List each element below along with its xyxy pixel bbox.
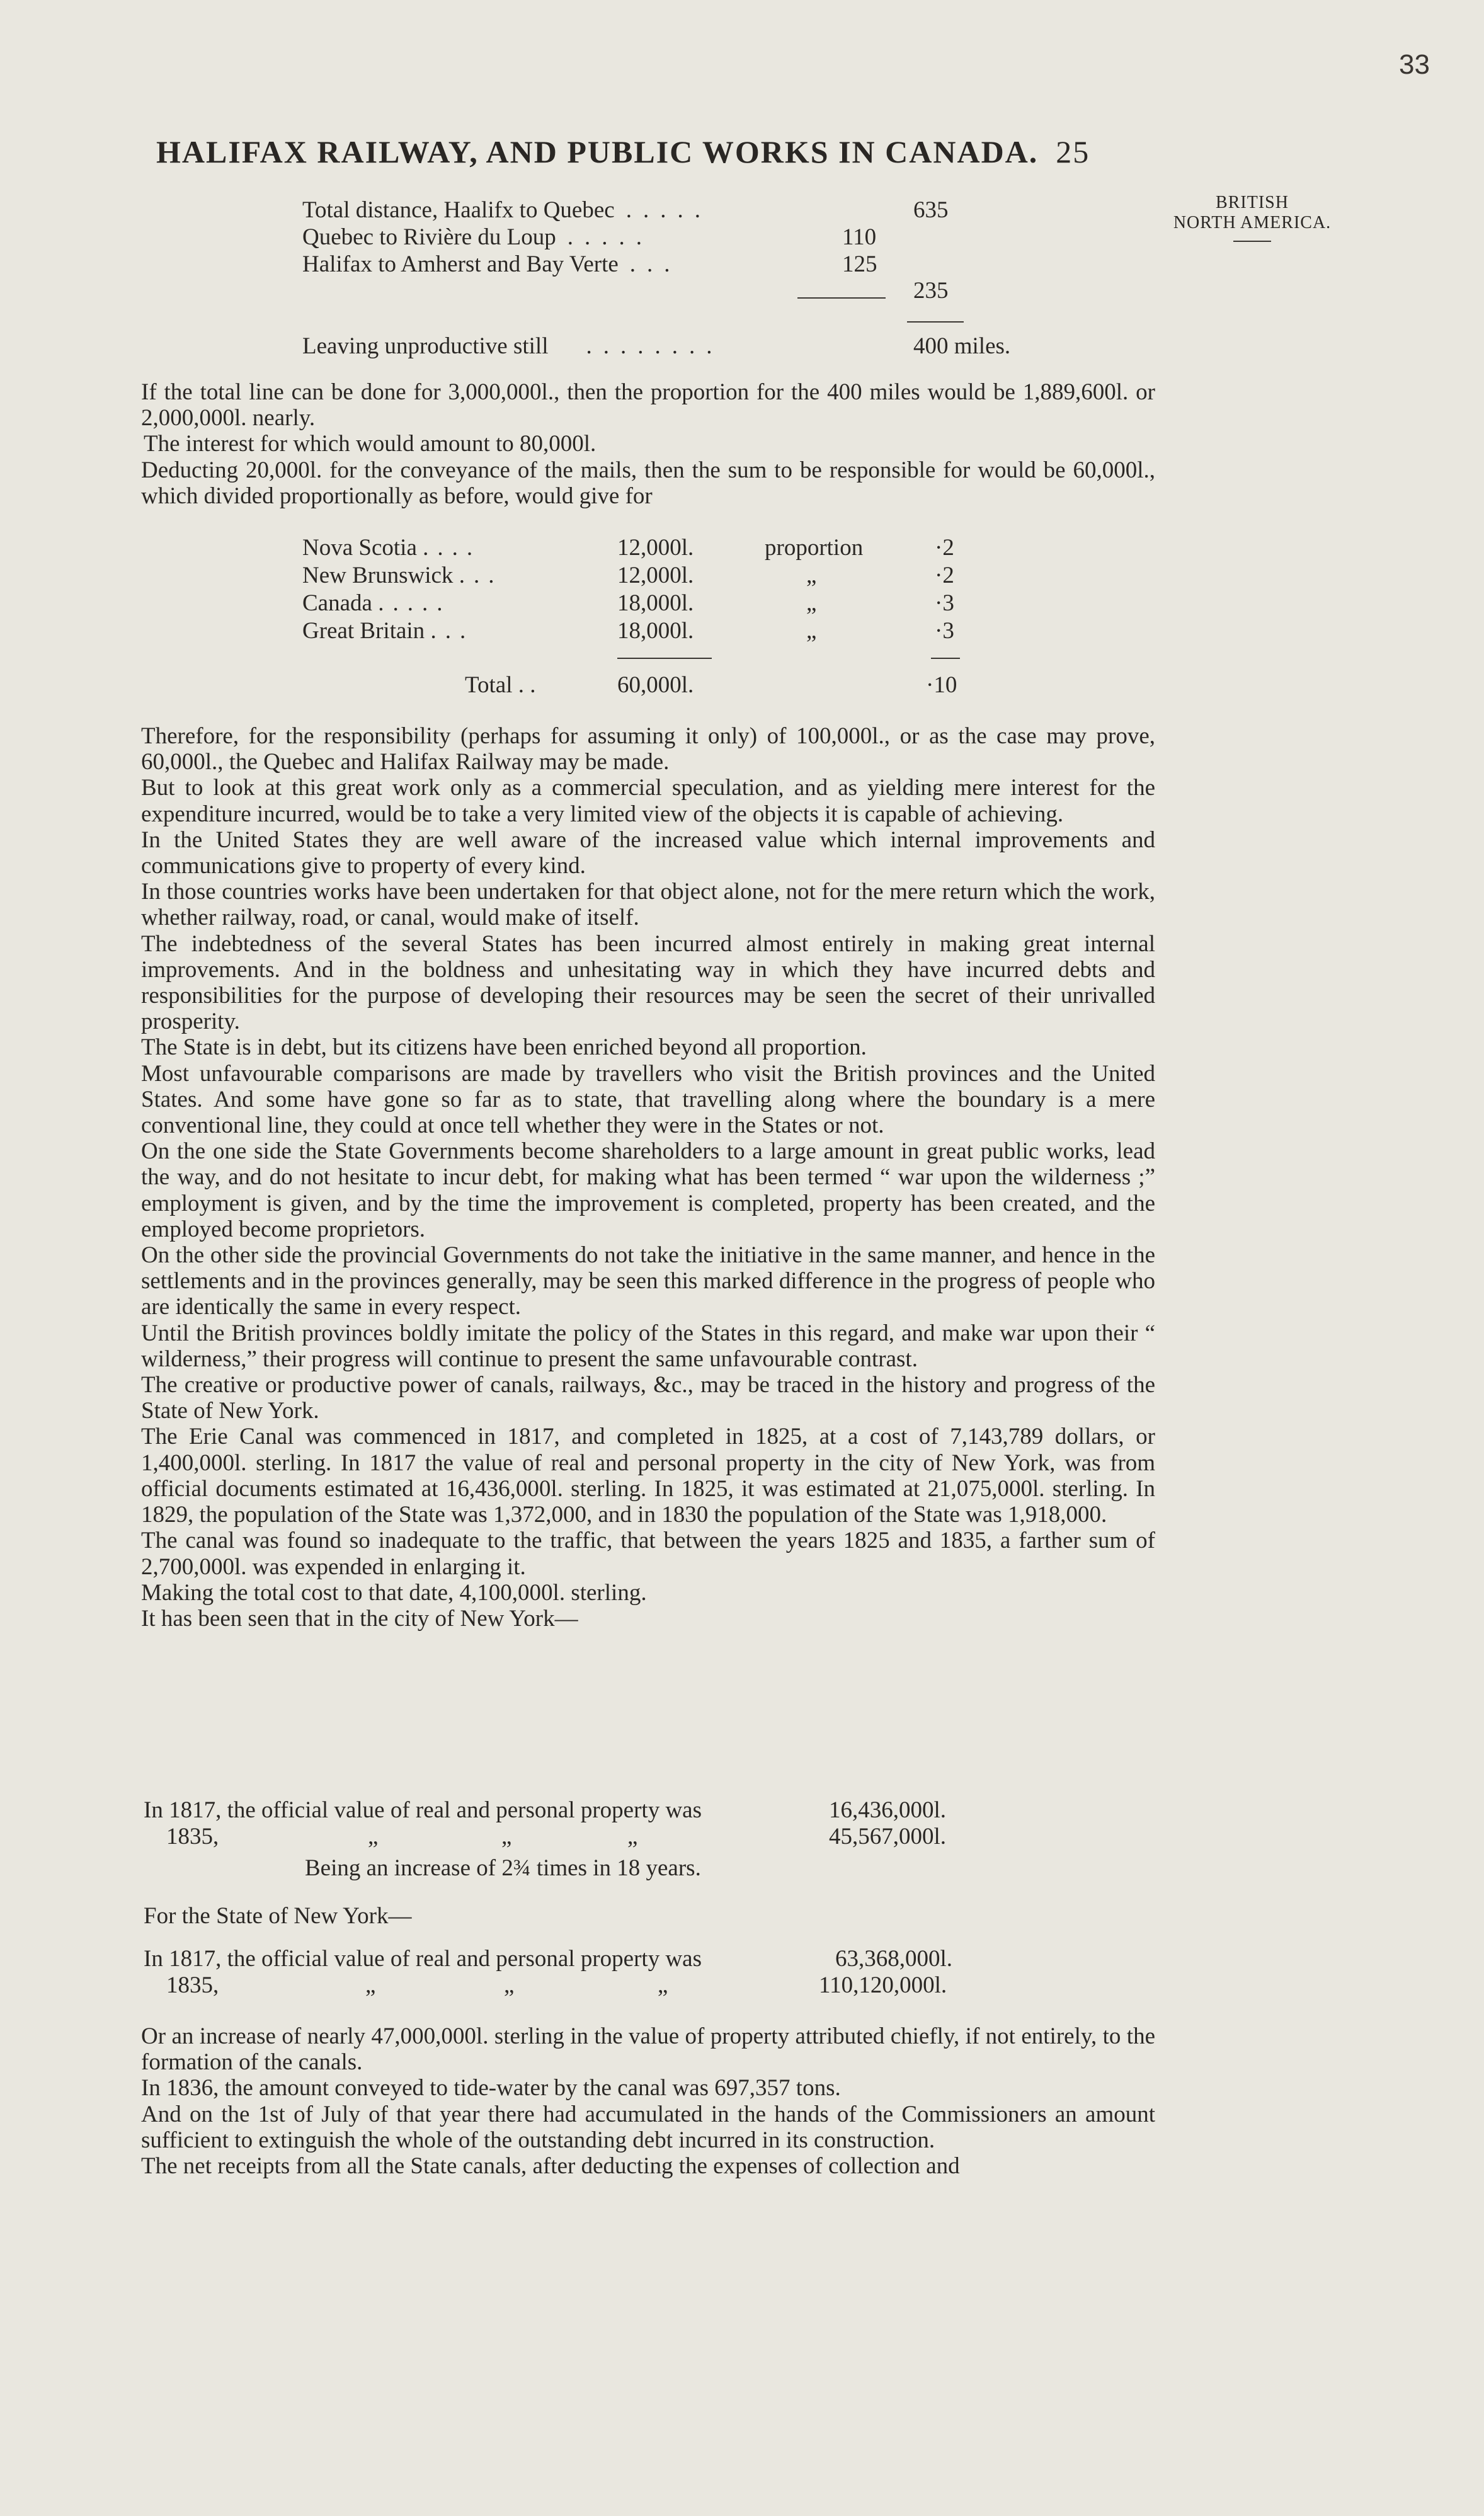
paragraph: It has been seen that in the city of New York— bbox=[141, 1605, 578, 1632]
leaving-value: 400 miles. bbox=[913, 333, 1011, 359]
paragraph: In the United States they are well aware of the increased value which internal improvements and communications give to property of every kind. bbox=[141, 826, 1155, 879]
paragraph: The canal was found so inadequate to the traffic, that between the years 1825 and 1835, a farther sum of 2,700,000l. was expended in enlarging it. bbox=[141, 1528, 1155, 1580]
paragraph: Until the British provinces boldly imitate the policy of the States in this regard, and make war upon their “ wilderness,” their progress will continue to present the same unfavourable contrast. bbox=[141, 1320, 1155, 1372]
distance-label: Total distance, Haalifx to Quebec bbox=[302, 197, 615, 223]
state-value-2: 110,120,000l. bbox=[819, 1972, 947, 1998]
ditto-mark: „ bbox=[627, 1824, 638, 1850]
proportion-word: „ bbox=[806, 563, 817, 588]
province-amount: 18,000l. bbox=[617, 618, 694, 644]
paragraph-block-b bbox=[141, 723, 1155, 1632]
province-name: Great Britain ... bbox=[302, 618, 475, 644]
proportion-ratio: ·2 bbox=[935, 563, 954, 588]
leaving-row bbox=[302, 333, 723, 360]
paragraph: The indebtedness of the several States has been incurred almost entirely in making great internal improvements. And in the boldness and unhesitating way in which they have incurred debts and responsibilities for the purpose of developing their resources may be seen the secret of their unrivalled prosperity. bbox=[141, 930, 1155, 1035]
paragraph: The State is in debt, but its citizens have been enriched beyond all proportion. bbox=[141, 1034, 867, 1061]
paragraph: On the other side the provincial Governments do not take the initiative in the same manner, and hence in the settlements and in the provinces generally, may be seen this marked difference in the progress of people who are identically the same in every respect. bbox=[141, 1242, 1156, 1320]
state-value-1: 63,368,000l. bbox=[835, 1946, 953, 1972]
proportion-ratio: ·3 bbox=[935, 590, 954, 616]
proportion-word: proportion bbox=[765, 535, 864, 561]
paragraph: If the total line can be done for 3,000,000l., then the proportion for the 400 miles would be 1,889,600l. or 2,000,000l. nearly. bbox=[141, 379, 1155, 432]
province-name: New Brunswick ... bbox=[302, 563, 503, 588]
paragraph: In 1836, the amount conveyed to tide-water by the canal was 697,357 tons. bbox=[141, 2075, 841, 2101]
province-amount: 12,000l. bbox=[617, 563, 694, 588]
distance-dots: ..... bbox=[625, 197, 712, 223]
running-head-folio: 25 bbox=[1056, 134, 1090, 169]
city-value-1: 16,436,000l. bbox=[829, 1797, 947, 1823]
side-note-line1: BRITISH bbox=[1216, 193, 1289, 212]
distance-row bbox=[302, 251, 682, 278]
total-ratio: ·10 bbox=[926, 672, 957, 698]
state-year-2: 1835, bbox=[166, 1972, 219, 1998]
running-head-title: HALIFAX RAILWAY, AND PUBLIC WORKS IN CANADA. bbox=[156, 134, 1039, 169]
leaving-dots: ........ bbox=[586, 333, 724, 359]
ditto-mark: „ bbox=[368, 1824, 379, 1850]
paragraph: Making the total cost to that date, 4,100,000l. sterling. bbox=[141, 1579, 647, 1606]
paragraph: The net receipts from all the State canals, after deducting the expenses of collection and bbox=[141, 2153, 960, 2180]
total-label: Total . . bbox=[465, 672, 536, 698]
page-number: 33 bbox=[1399, 49, 1430, 80]
province-amount: 18,000l. bbox=[617, 590, 694, 616]
city-value-2: 45,567,000l. bbox=[829, 1824, 947, 1850]
state-row-1: In 1817, the official value of real and personal property was bbox=[144, 1946, 702, 1972]
paragraph: Deducting 20,000l. for the conveyance of the mails, then the sum to be responsible for would be 60,000l., which divided proportionally as before, would give for bbox=[141, 457, 1155, 509]
distance-subtotal: 235 bbox=[913, 278, 949, 304]
distance-total-value: 635 bbox=[913, 197, 949, 223]
paragraph-block-a bbox=[141, 379, 1155, 509]
total-amount: 60,000l. bbox=[617, 672, 694, 698]
paragraph: The creative or productive power of canals, railways, &c., may be traced in the history and progress of the State of New York. bbox=[141, 1372, 1155, 1424]
paragraph: In those countries works have been undertaken for that object alone, not for the mere return which the work, whether railway, road, or canal, would make of itself. bbox=[141, 879, 1155, 931]
paragraph: Most unfavourable comparisons are made by travellers who visit the British provinces and the United States. And some have gone so far as to state, that travelling along where the boundary is a mere conventional line, they could at once tell whether they were in the States or not. bbox=[141, 1060, 1155, 1139]
province-name: Nova Scotia .... bbox=[302, 535, 482, 561]
distance-value: 125 bbox=[842, 251, 877, 277]
ditto-mark: „ bbox=[501, 1824, 512, 1850]
paragraph: And on the 1st of July of that year there had accumulated in the hands of the Commissioners an amount sufficient to extinguish the whole of the outstanding debt incurred in its construction. bbox=[141, 2101, 1155, 2153]
state-intro: For the State of New York— bbox=[144, 1903, 412, 1929]
distance-row bbox=[302, 197, 712, 224]
paragraph-block-c bbox=[141, 2023, 1155, 2179]
running-head bbox=[156, 134, 1090, 170]
province-amount: 12,000l. bbox=[617, 535, 694, 561]
distance-row bbox=[302, 224, 653, 251]
distance-label: Quebec to Rivière du Loup bbox=[302, 224, 556, 250]
paragraph: But to look at this great work only as a commercial speculation, and as yielding mere interest for the expenditure incurred, would be to take a very limited view of the objects it is capable of achieving. bbox=[141, 775, 1155, 827]
distance-dots: ... bbox=[629, 251, 682, 277]
ratio-rule bbox=[931, 658, 960, 659]
province-name: Canada ..... bbox=[302, 590, 452, 616]
leaving-rule bbox=[907, 321, 964, 323]
paragraph: Or an increase of nearly 47,000,000l. sterling in the value of property attributed chiefly, if not entirely, to the formation of the canals. bbox=[141, 2023, 1155, 2076]
total-rule bbox=[617, 658, 712, 659]
paragraph: The Erie Canal was commenced in 1817, and completed in 1825, at a cost of 7,143,789 dollars, or 1,400,000l. sterling. In 1817 the value of real and personal property in the city of New York, was from official documents estimated at 16,436,000l. sterling. In 1825, it was estimated at 21,075,000l. sterling. In 1829, the population of the State was 1,372,000, and in 1830 the population of the State was 1,918,000. bbox=[141, 1424, 1155, 1528]
proportion-word: „ bbox=[806, 618, 817, 644]
city-row-1: In 1817, the official value of real and personal property was bbox=[144, 1797, 702, 1823]
paragraph: On the one side the State Governments become shareholders to a large amount in great public works, lead the way, and do not hesitate to incur debt, for making what has been termed “ war upon the wilderness ;” employment is given, and by the time the improvement is completed, property has been created, and the employed become proprietors. bbox=[141, 1138, 1155, 1242]
ditto-mark: „ bbox=[504, 1972, 515, 1998]
proportion-ratio: ·2 bbox=[935, 535, 954, 561]
proportion-word: „ bbox=[806, 590, 817, 616]
subtotal-rule bbox=[797, 297, 886, 299]
side-note-line2: NORTH AMERICA. bbox=[1173, 213, 1332, 233]
ditto-mark: „ bbox=[658, 1972, 668, 1998]
distance-value: 110 bbox=[842, 224, 877, 250]
proportion-ratio: ·3 bbox=[935, 618, 954, 644]
side-note-rule bbox=[1233, 241, 1271, 242]
distance-label: Halifax to Amherst and Bay Verte bbox=[302, 251, 619, 277]
city-increase: Being an increase of 2¾ times in 18 years. bbox=[305, 1855, 701, 1881]
distance-dots: ..... bbox=[567, 224, 654, 250]
paragraph: The interest for which would amount to 80,000l. bbox=[144, 431, 596, 457]
leaving-label: Leaving unproductive still bbox=[302, 333, 549, 359]
city-year-2: 1835, bbox=[166, 1824, 219, 1850]
ditto-mark: „ bbox=[365, 1972, 376, 1998]
side-note bbox=[1158, 193, 1347, 242]
paragraph: Therefore, for the responsibility (perhaps for assuming it only) of 100,000l., or as the case may prove, 60,000l., the Quebec and Halifax Railway may be made. bbox=[141, 723, 1155, 775]
